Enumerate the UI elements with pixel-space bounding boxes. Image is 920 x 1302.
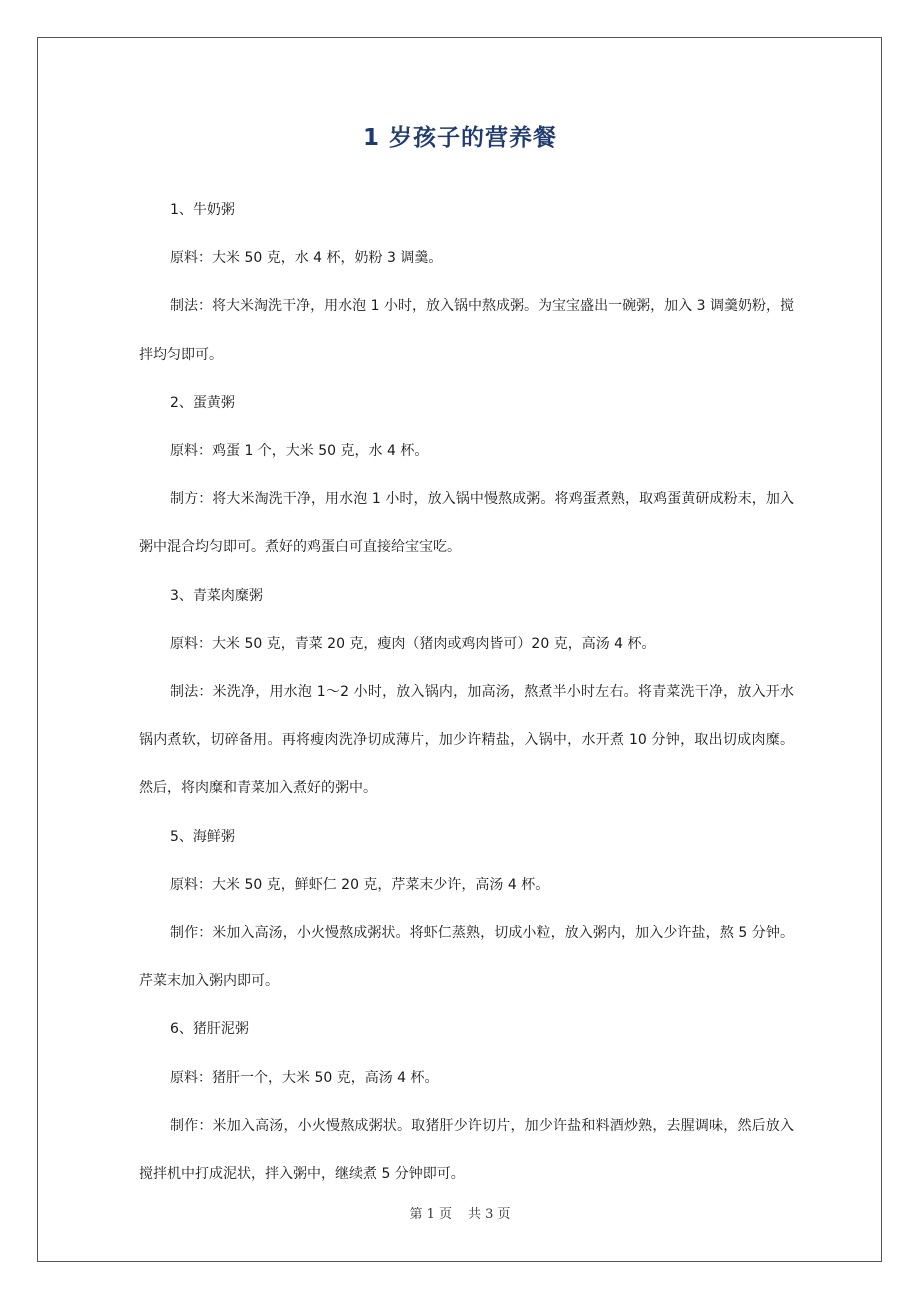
recipe-method: 制作：米加入高汤，小火慢熬成粥状。取猪肝少许切片，加少许盐和料酒炒熟，去腥调味，然后放入搅拌机中打成泥状，拌入粥中，继续煮 5 分钟即可。 [139, 1117, 794, 1183]
recipe-method: 制作：米加入高汤，小火慢熬成粥状。将虾仁蒸熟，切成小粒，放入粥内，加入少许盐，熬 5 分钟。芹菜末加入粥内即可。 [139, 925, 794, 990]
recipe-ingredients: 原料：大米 50 克，水 4 杯，奶粉 3 调羹。 [170, 250, 443, 267]
document-title: 1 岁孩子的营养餐 [362, 125, 557, 151]
recipe-heading: 1、牛奶粥 [170, 202, 235, 218]
recipe-ingredients: 原料：鸡蛋 1 个，大米 50 克，水 4 杯。 [170, 443, 429, 460]
document-body [139, 186, 794, 1198]
page-footer [0, 1205, 920, 1225]
recipe-method: 制法：米洗净，用水泡 1～2 小时，放入锅内，加高汤，熬煮半小时左右。将青菜洗干净，放入开水锅内煮软，切碎备用。再将瘦肉洗净切成薄片，加少许精盐，入锅中，水开煮 10 分钟，取出切成肉糜。然后，将肉糜和青菜加入煮好的粥中。 [139, 684, 794, 797]
page-total: 共 3 页 [468, 1207, 511, 1222]
recipe-method: 制方：将大米淘洗干净，用水泡 1 小时，放入锅中慢熬成粥。将鸡蛋煮熟，取鸡蛋黄研成粉末，加入粥中混合均匀即可。煮好的鸡蛋白可直接给宝宝吃。 [139, 491, 794, 556]
recipe-heading: 5、海鲜粥 [170, 828, 235, 845]
recipe-ingredients: 原料：大米 50 克，鲜虾仁 20 克，芹菜末少许，高汤 4 杯。 [170, 876, 550, 893]
page-number: 第 1 页 [409, 1207, 452, 1222]
recipe-ingredients: 原料：猪肝一个，大米 50 克，高汤 4 杯。 [170, 1069, 439, 1086]
recipe-method: 制法：将大米淘洗干净，用水泡 1 小时，放入锅中熬成粥。为宝宝盛出一碗粥，加入 3 调羹奶粉，搅拌均匀即可。 [139, 298, 794, 363]
recipe-ingredients: 原料：大米 50 克，青菜 20 克，瘦肉（猪肉或鸡肉皆可）20 克，高汤 4 杯。 [170, 635, 656, 652]
recipe-heading: 3、青菜肉糜粥 [170, 587, 263, 604]
recipe-heading: 2、蛋黄粥 [170, 394, 235, 411]
recipe-heading: 6、猪肝泥粥 [170, 1021, 249, 1038]
